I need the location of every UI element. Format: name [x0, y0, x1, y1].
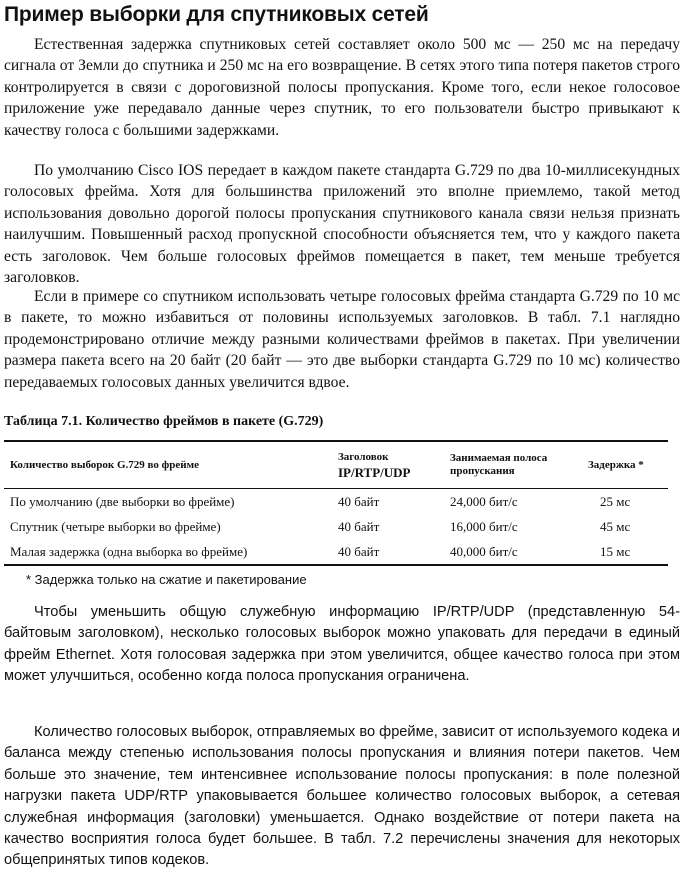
cell-bandwidth: 24,000 бит/с: [450, 493, 518, 509]
cell-bandwidth: 16,000 бит/с: [450, 518, 518, 534]
column-header-bandwidth: Занимаемая полоса пропускания: [450, 452, 548, 477]
table-footnote: * Задержка только на сжатие и пакетирование: [26, 572, 307, 587]
paragraph-codec-samples: Количество голосовых выборок, отправляемых во фрейме, зависит от используемого кодека и баланса между степенью использования полосы пропускания и влияния потери пакетов. Чем больше это значение, тем интенсивнее использование полосы пропускания: в поле полезной нагрузки пакета UDP/RTP упаковывается большее количество голосовых выборок, а сетевая служебная информация (заголовки) уменьшается. Однако воздействие от потери пакета на качество восприятия голоса будет большее. В табл. 7.2 перечислены значения для некоторых общепринятых типов кодеков.: [4, 724, 680, 869]
table-row: [4, 489, 668, 514]
table-header-row: [4, 442, 668, 489]
section-heading: Пример выборки для спутниковых сетей: [4, 3, 429, 26]
frames-per-packet-table: [4, 440, 668, 566]
column-header-delay: Задержка *: [588, 458, 644, 471]
cell-label: По умолчанию (две выборки во фрейме): [10, 493, 235, 509]
paragraph-cisco-ios-default: По умолчанию Cisco IOS передает в каждом пакете стандарта G.729 по два 10-миллисекундных голосовых фрейма. Хотя для большинства приложений это вполне приемлемо, такой метод использования довольно дорогой полосы пропускания спутникового канала связи нельзя признать наилучшим. Повышенный расход пропускной способности объясняется тем, что у каждого пакета есть заголовок. Чем больше голосовых фреймов помещается в пакет, тем меньше требуется заголовков.: [4, 162, 680, 287]
column-header-ip-header: [338, 450, 450, 480]
cell-label: Малая задержка (одна выборка во фрейме): [10, 543, 248, 559]
cell-header-size: 40 байт: [338, 518, 380, 534]
cell-delay: 45 мс: [600, 518, 631, 534]
cell-header-size: 40 байт: [338, 493, 380, 509]
column-header-ip-header-line2: IP/RTP/UDP: [338, 465, 411, 480]
cell-delay: 15 мс: [600, 543, 631, 559]
table-row: [4, 514, 668, 539]
table-caption: Таблица 7.1. Количество фреймов в пакете (G.729): [4, 414, 324, 429]
cell-bandwidth: 40,000 бит/с: [450, 543, 518, 559]
column-header-ip-header-line1: Заголовок: [338, 451, 389, 463]
paragraph-four-frames: Если в примере со спутником использовать четыре голосовых фрейма стандарта G.729 по 10 мс в пакете, то можно избавиться от половины используемых заголовков. В табл. 7.1 наглядно продемонстрировано отличие между разными количествами фреймов в пакетах. При увеличении размера пакета всего на 20 байт (20 байт — это две выборки стандарта G.729 по 10 мс) количество передаваемых голосовых данных увеличится вдвое.: [4, 288, 680, 391]
cell-header-size: 40 байт: [338, 543, 380, 559]
paragraph-satellite-delay: Естественная задержка спутниковых сетей составляет около 500 мс — 250 мс на передачу сигнала от Земли до спутника и 250 мс на его возвращение. В сетях этого типа потеря пакетов строго контролируется в связи с дороговизной полосы пропускания. Кроме того, если некое голосовое приложение уже передавало данные через спутник, то его пользователи быстро привыкают к качеству голоса с большими задержками.: [4, 36, 680, 139]
cell-label: Спутник (четыре выборки во фрейме): [10, 518, 221, 534]
table-row: [4, 539, 668, 564]
column-header-samples: Количество выборок G.729 во фрейме: [10, 458, 199, 471]
cell-delay: 25 мс: [600, 493, 631, 509]
paragraph-ethernet-packing: Чтобы уменьшить общую служебную информацию IP/RTP/UDP (представленную 54-байтовым заголовком), несколько голосовых выборок можно упаковать для передачи в единый фрейм Ethernet. Хотя голосовая задержка при этом увеличится, общее качество голоса при этом может улучшиться, особенно когда полоса пропускания ограничена.: [4, 604, 680, 685]
